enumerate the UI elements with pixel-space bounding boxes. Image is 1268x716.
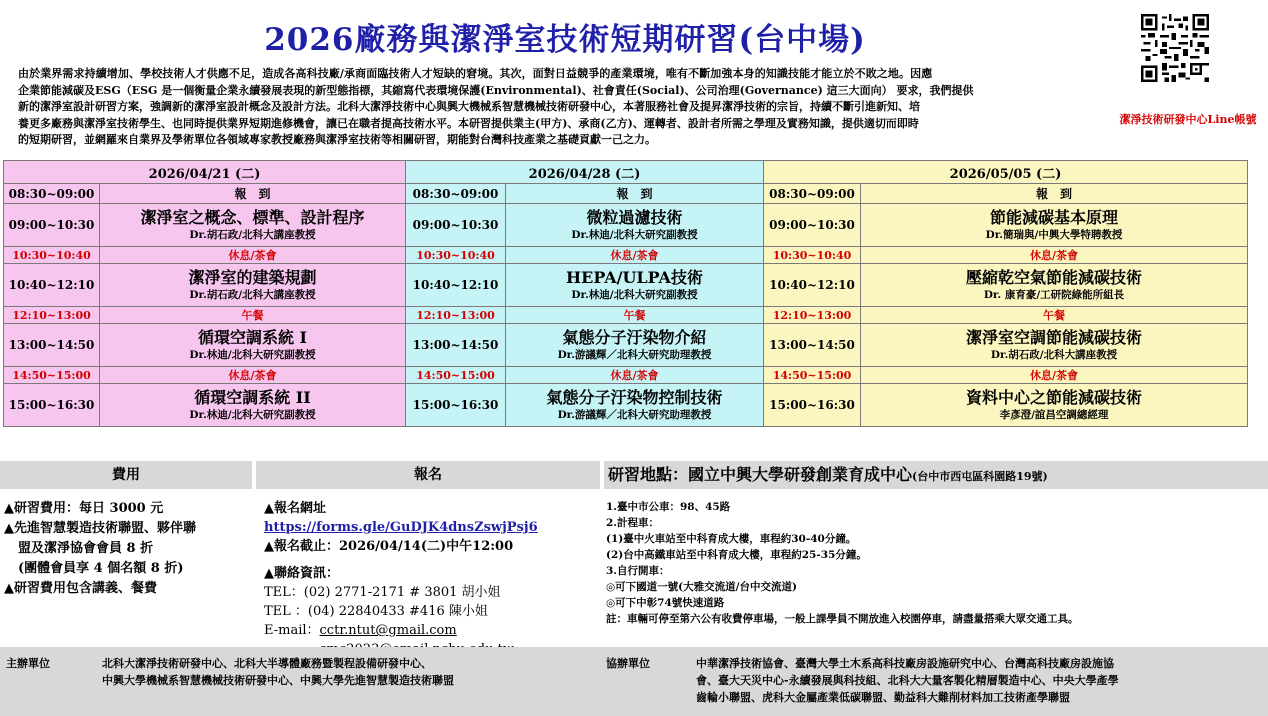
session-topic: 循環空調系統 II <box>194 388 311 407</box>
break-time: 14:50~15:00 <box>406 367 506 384</box>
registration-url-label: ▲報名網址 <box>264 501 326 516</box>
session-speaker: Dr.林迪/北科大研究副教授 <box>189 349 316 361</box>
intro-line: 新的潔淨室設計研習方案，強調新的潔淨室設計概念及設計方法。北科大潔淨技術中心與興大機械系智慧機械技術研發中心，本著服務社會及提昇潔淨技術的宗旨，持續不斷引進新知、培 <box>18 100 920 113</box>
lunch-time: 12:10~13:00 <box>4 307 100 324</box>
organizers-bar <box>0 647 1268 716</box>
qr-caption: 潔淨技術研發中心Line帳號 <box>1119 113 1257 126</box>
contact-tel-1: TEL：(02) 2771-2171 # 3801 胡小姐 <box>264 585 501 600</box>
break-label: 休息/茶會 <box>506 367 764 384</box>
email-label: E-mail： <box>264 623 320 638</box>
session-time: 13:00~14:50 <box>4 324 100 367</box>
day2-date: 2026/04/28 (二) <box>406 161 764 184</box>
intro-line: 養更多廠務與潔淨室技術學生、也同時提供業界短期進修機會，讓已在職者提高技術水平。本研習提供業主(甲方)、承商(乙方)、運轉者、設計者所需之學理及實務知識，提供適切而即時 <box>18 116 919 130</box>
transport-line: (1)臺中火車站至中科育成大樓，車程約30-40分鐘。 <box>606 533 857 545</box>
schedule-table <box>3 160 1248 427</box>
location-title: 研習地點：國立中興大學研發創業育成中心 <box>608 465 913 484</box>
fee-item: 盟及潔淨協會會員 8 折 <box>18 541 154 556</box>
session-speaker: Dr.簡瑞與/中興大學特聘教授 <box>985 229 1123 241</box>
session-time: 09:00~10:30 <box>4 204 100 247</box>
contact-tel-2: TEL ：(04) 22840433 #416 陳小姐 <box>264 604 488 619</box>
session-time: 15:00~16:30 <box>764 384 861 427</box>
day3-report-label: 報 到 <box>861 184 1248 204</box>
day1-report-label: 報 到 <box>100 184 406 204</box>
session-topic: 氣態分子汙染物控制技術 <box>546 388 723 407</box>
session-topic: 微粒過濾技術 <box>586 208 683 227</box>
co-organizer-line: 會、臺大天災中心-永續發展與科技組、北科大大量客製化精層製造中心、中央大學產學 <box>696 674 1119 687</box>
lunch-time: 12:10~13:00 <box>764 307 861 324</box>
session-speaker: Dr.胡石政/北科大講座教授 <box>189 289 316 301</box>
lunch-label: 午餐 <box>100 307 406 324</box>
page-title: 2026廠務與潔淨室技術短期研習(台中場) <box>264 22 866 58</box>
break-time: 10:30~10:40 <box>764 247 861 264</box>
registration-info <box>264 499 604 659</box>
break-time: 14:50~15:00 <box>4 367 100 384</box>
transport-info <box>606 499 1266 627</box>
transport-line: (2)台中高鐵車站至中科育成大樓，車程約25-35分鐘。 <box>606 549 867 561</box>
co-organizer-line: 中華潔淨技術協會、臺灣大學土木系高科技廠房設施研究中心、台灣高科技廠房設施協 <box>696 657 1114 670</box>
break-label: 休息/茶會 <box>100 367 406 384</box>
registration-deadline: ▲報名截止：2026/04/14(二)中午12:00 <box>264 539 514 554</box>
co-organizer-line: 齒輪小聯盟、虎科大金屬產業低碳聯盟、勤益科大難削材料加工技術產學聯盟 <box>696 691 1070 704</box>
co-organizer-label: 協辦單位 <box>606 657 650 670</box>
session-time: 15:00~16:30 <box>4 384 100 427</box>
break-time: 14:50~15:00 <box>764 367 861 384</box>
session-time: 13:00~14:50 <box>406 324 506 367</box>
transport-note: 註：車輛可停至第六公有收費停車場，一般上課學員不開放進入校園停車，請盡量搭乘大眾交通工具。 <box>606 613 1079 625</box>
session-speaker: Dr.游議輝／北科大研究助理教授 <box>557 409 712 421</box>
session-time: 13:00~14:50 <box>764 324 861 367</box>
co-organizer-list <box>696 655 1119 706</box>
day3-date: 2026/05/05 (二) <box>764 161 1248 184</box>
info-section <box>0 461 1268 647</box>
session-topic: 潔淨室空調節能減碳技術 <box>965 328 1142 347</box>
fee-item: (團體會員享 4 個名額 8 折) <box>18 561 184 576</box>
day3-report-time: 08:30~09:00 <box>764 184 861 204</box>
host-line: 北科大潔淨技術研發中心、北科大半導體廠務暨製程設備研發中心、 <box>102 657 432 670</box>
transport-line: 2.計程車： <box>606 517 659 529</box>
intro-line: 由於業界需求持續增加、學校技術人才供應不足，造成各高科技廠/承商面臨技術人才短缺的窘境。其次，面對日益競爭的產業環境，唯有不斷加強本身的知識技能才能立於不敗之地。因應 <box>18 67 933 80</box>
fee-item: ▲研習費用包含講義、餐費 <box>4 581 157 596</box>
session-speaker: Dr.林迪/北科大研究副教授 <box>571 289 698 301</box>
break-label: 休息/茶會 <box>506 247 764 264</box>
fee-item: ▲先進智慧製造技術聯盟、夥伴聯 <box>4 521 196 536</box>
session-time: 10:40~12:10 <box>764 264 861 307</box>
session-topic: 潔淨室的建築規劃 <box>188 268 317 287</box>
day2-report-time: 08:30~09:00 <box>406 184 506 204</box>
session-speaker: Dr.林迪/北科大研究副教授 <box>189 409 316 421</box>
qr-code-icon[interactable] <box>1141 14 1209 82</box>
break-time: 10:30~10:40 <box>406 247 506 264</box>
lunch-time: 12:10~13:00 <box>406 307 506 324</box>
session-topic: 資料中心之節能減碳技術 <box>965 388 1142 407</box>
contact-label: ▲聯絡資訊： <box>264 566 339 581</box>
fee-item: ▲研習費用：每日 3000 元 <box>4 501 164 516</box>
break-label: 休息/茶會 <box>100 247 406 264</box>
session-speaker: Dr.林迪/北科大研究副教授 <box>571 229 698 241</box>
session-topic: 循環空調系統 I <box>197 328 308 347</box>
day1-date: 2026/04/21 (二) <box>4 161 406 184</box>
lunch-label: 午餐 <box>861 307 1248 324</box>
intro-line: 的短期研習，並網羅來自業界及學術單位各領域專家教授廠務與潔淨室技術等相關研習，期能對台灣科技產業之基礎貢獻一己之力。 <box>18 133 656 146</box>
session-time: 10:40~12:10 <box>406 264 506 307</box>
session-topic: 壓縮乾空氣節能減碳技術 <box>965 268 1142 287</box>
session-speaker: 李彥澄/誼昌空調總經理 <box>999 409 1109 421</box>
fee-list <box>4 499 254 599</box>
transport-line: ◎可下中彰74號快速道路 <box>606 597 725 609</box>
host-list <box>102 655 454 689</box>
transport-line: 1.臺中市公車：98、45路 <box>606 501 731 513</box>
registration-heading: 報名 <box>256 461 600 489</box>
break-label: 休息/茶會 <box>861 367 1248 384</box>
location-heading <box>604 461 1268 489</box>
session-time: 09:00~10:30 <box>764 204 861 247</box>
session-time: 09:00~10:30 <box>406 204 506 247</box>
session-topic: HEPA/ULPA技術 <box>566 268 703 287</box>
session-topic: 節能減碳基本原理 <box>989 208 1118 227</box>
transport-line: ◎可下國道一號(大雅交流道/台中交流道) <box>606 581 797 593</box>
host-line: 中興大學機械系智慧機械技術研發中心、中興大學先進智慧製造技術聯盟 <box>102 674 454 687</box>
registration-url-link[interactable]: https://forms.gle/GuDJK4dnsZswjPsj6 <box>264 520 538 535</box>
session-speaker: Dr.胡石政/北科大講座教授 <box>189 229 316 241</box>
host-label: 主辦單位 <box>6 657 50 670</box>
day1-report-time: 08:30~09:00 <box>4 184 100 204</box>
break-label: 休息/茶會 <box>861 247 1248 264</box>
intro-paragraph <box>18 66 1110 149</box>
fee-heading: 費用 <box>0 461 252 489</box>
session-speaker: Dr.胡石政/北科大講座教授 <box>990 349 1118 361</box>
session-time: 15:00~16:30 <box>406 384 506 427</box>
session-time: 10:40~12:10 <box>4 264 100 307</box>
session-speaker: Dr. 康育豪/工研院綠能所組長 <box>983 289 1125 301</box>
lunch-label: 午餐 <box>506 307 764 324</box>
intro-line: 企業節能減碳及ESG（ESG 是一個衡量企業永續發展表現的新型態指標，其縮寫代表環境保護(Environmental)、社會責任(Social)、公司治理(Governance) 這三大面向） 要求，我們提供 <box>18 83 974 97</box>
session-speaker: Dr.游議輝／北科大研究助理教授 <box>557 349 712 361</box>
session-topic: 氣態分子汙染物介紹 <box>562 328 707 347</box>
session-topic: 潔淨室之概念、標準、設計程序 <box>140 208 365 227</box>
break-time: 10:30~10:40 <box>4 247 100 264</box>
day2-report-label: 報 到 <box>506 184 764 204</box>
location-address: (台中市西屯區科園路19號) <box>912 470 1048 483</box>
transport-line: 3.自行開車： <box>606 565 670 577</box>
email-link-1[interactable]: cctr.ntut@gmail.com <box>319 623 457 638</box>
